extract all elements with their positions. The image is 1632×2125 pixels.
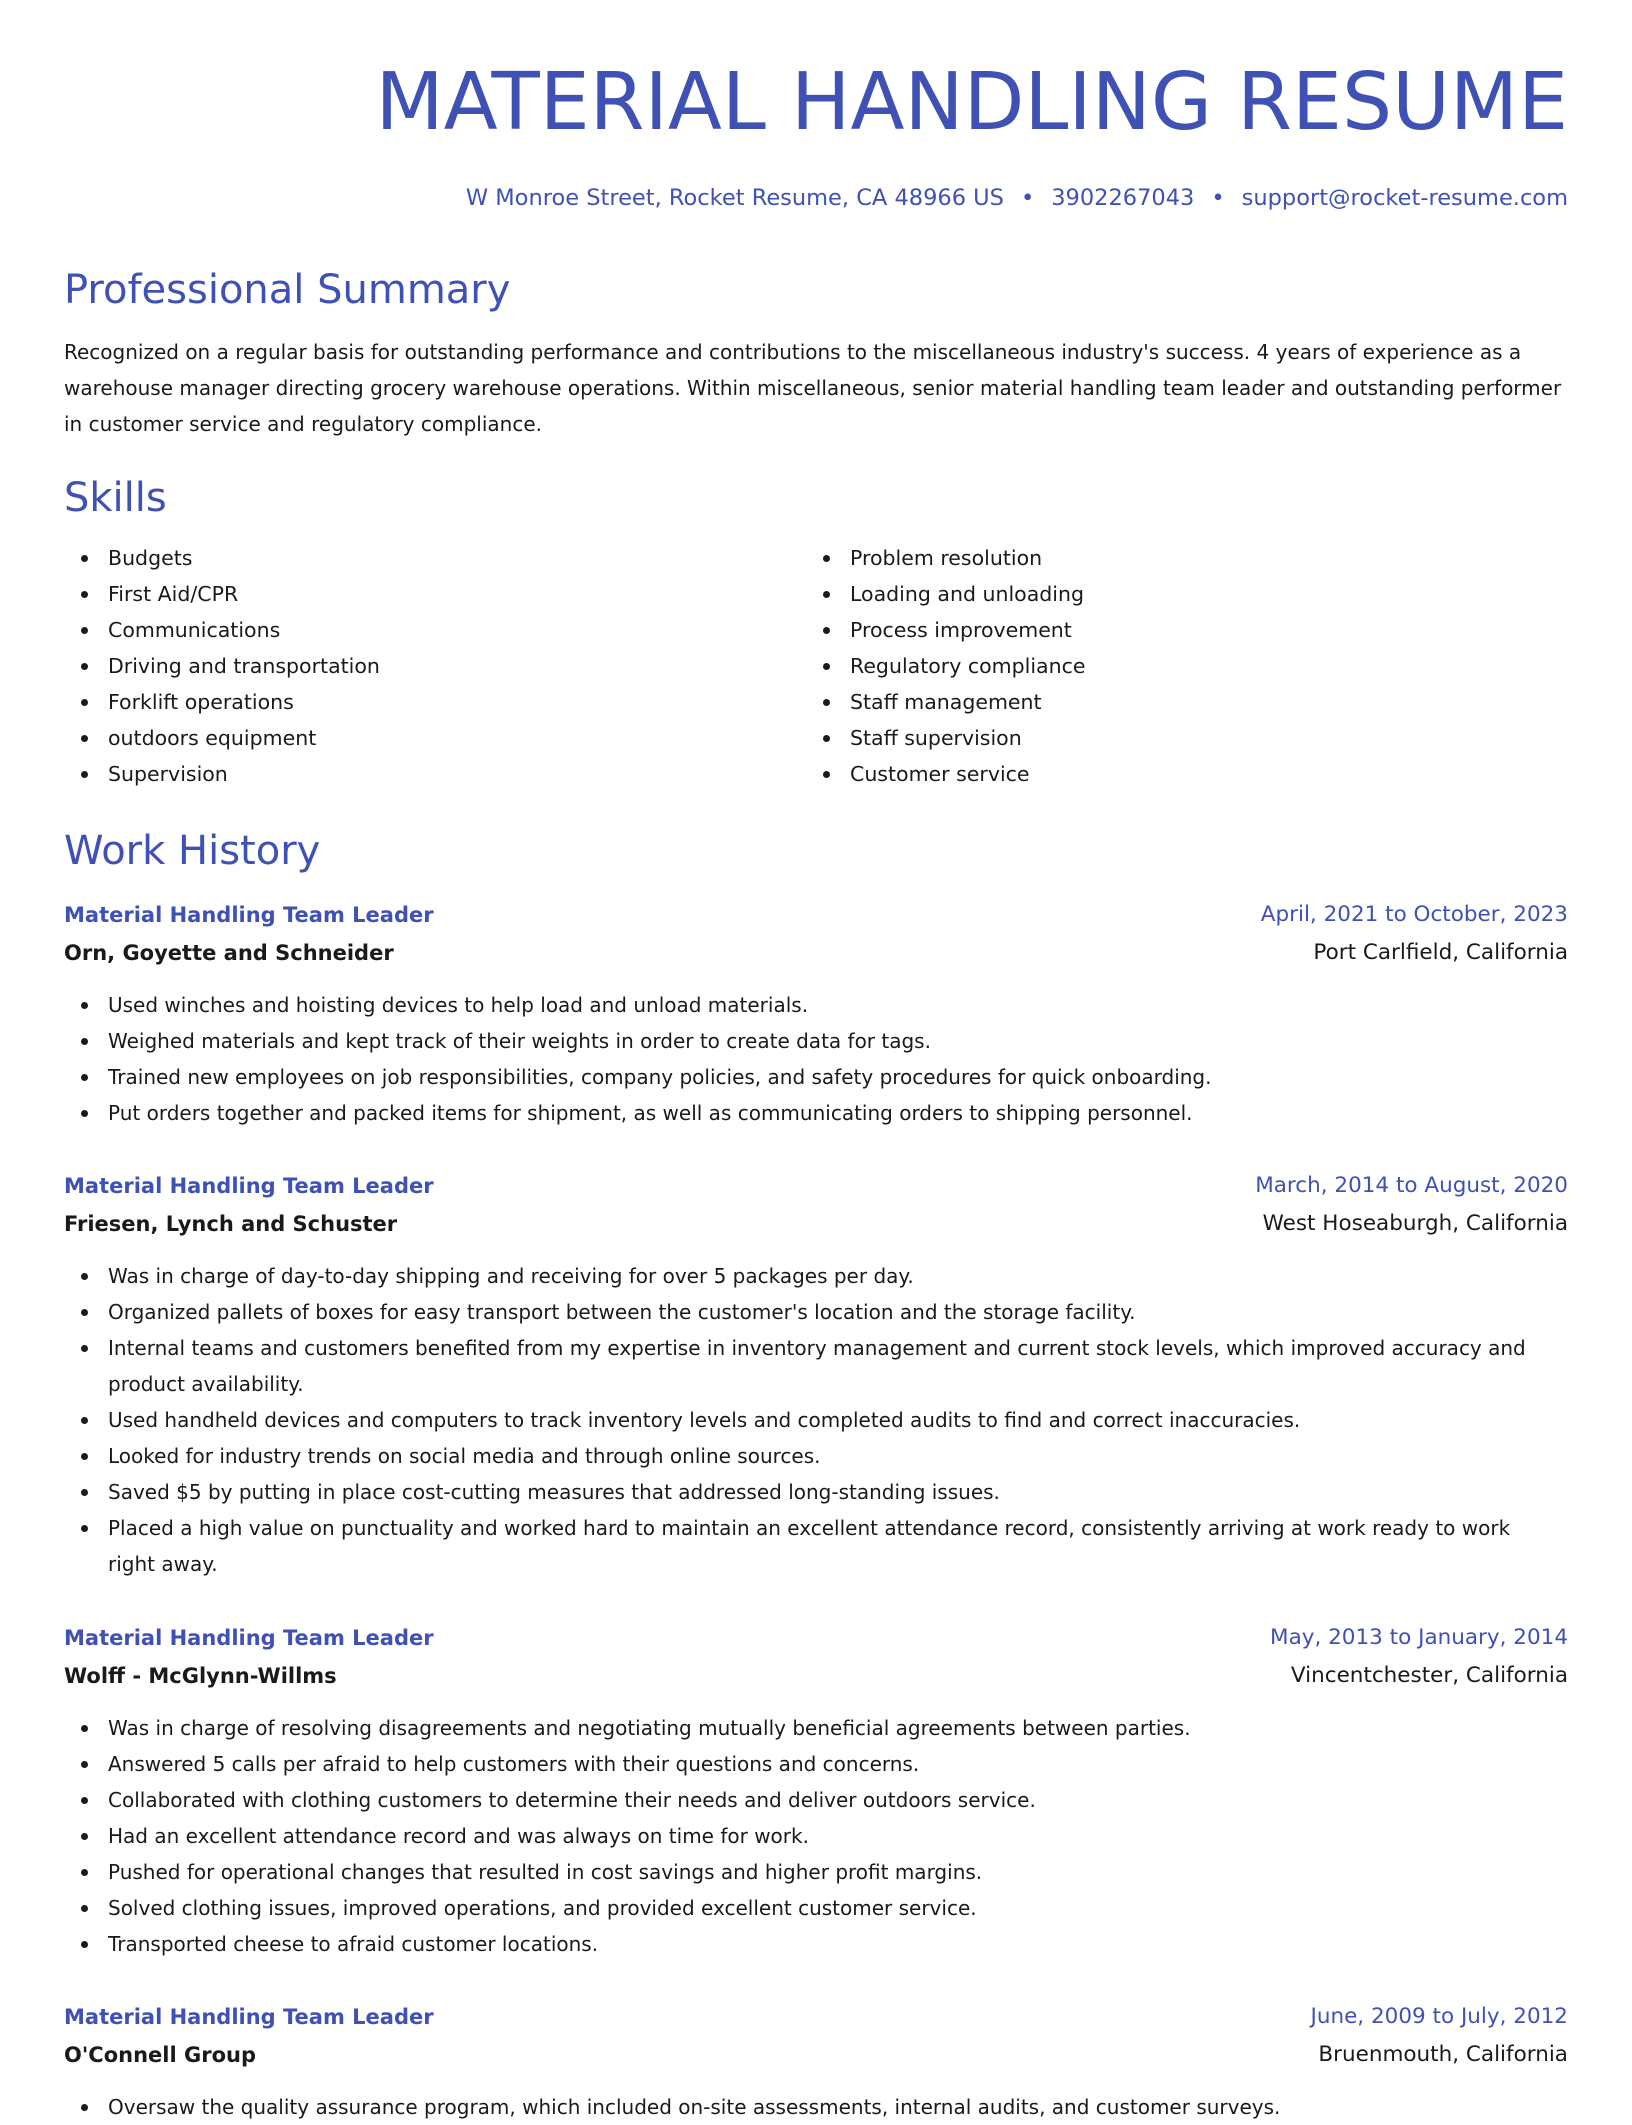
section-heading-skills: Skills <box>64 475 167 521</box>
skills-list-right <box>806 540 1085 792</box>
job-dates: April, 2021 to October, 2023 <box>1260 902 1568 927</box>
job-location: Bruenmouth, California <box>1318 2042 1568 2067</box>
contact-phone: 3902267043 <box>1051 185 1195 211</box>
job-bullet: Trained new employees on job responsibilities, company policies, and safety procedures for quick onboarding. <box>64 1059 1568 1095</box>
job-company: Orn, Goyette and Schneider <box>64 941 394 965</box>
skill-item: Loading and unloading <box>806 576 1085 612</box>
job-bullet: Placed a high value on punctuality and worked hard to maintain an excellent attendance record, consistently arriving at work ready to work right away. <box>64 1510 1568 1582</box>
job-bullet: Collaborated with clothing customers to determine their needs and deliver outdoors service. <box>64 1782 1568 1818</box>
job-bullet: Transported cheese to afraid customer locations. <box>64 1926 1568 1962</box>
job-title: Material Handling Team Leader <box>64 1174 434 1198</box>
job-location: Vincentchester, California <box>1290 1663 1568 1688</box>
job-bullet: Organized pallets of boxes for easy transport between the customer's location and the storage facility. <box>64 1294 1568 1330</box>
job-entry <box>64 1619 1568 1962</box>
job-entry <box>64 1998 1568 2125</box>
job-bullet: Was in charge of resolving disagreements and negotiating mutually beneficial agreements between parties. <box>64 1710 1568 1746</box>
skill-item: Driving and transportation <box>64 648 380 684</box>
job-bullet-list <box>64 2089 1568 2125</box>
skill-item: Supervision <box>64 756 380 792</box>
skill-item: Process improvement <box>806 612 1085 648</box>
job-bullet: Was in charge of day-to-day shipping and receiving for over 5 packages per day. <box>64 1258 1568 1294</box>
skill-item: Regulatory compliance <box>806 648 1085 684</box>
section-heading-summary: Professional Summary <box>64 267 511 313</box>
skill-item: First Aid/CPR <box>64 576 380 612</box>
job-company: Friesen, Lynch and Schuster <box>64 1212 398 1236</box>
skills-list-left <box>64 540 380 792</box>
summary-text: Recognized on a regular basis for outstanding performance and contributions to the miscellaneous industry's success. 4 years of experience as a warehouse manager directing grocery warehouse operations. Within miscellaneous, senior material handling team leader and outstanding performer in customer service and regulatory compliance. <box>64 340 1562 436</box>
skill-item: outdoors equipment <box>64 720 380 756</box>
job-location: Port Carlfield, California <box>1313 940 1568 965</box>
job-location: West Hoseaburgh, California <box>1262 1211 1568 1236</box>
job-dates: June, 2009 to July, 2012 <box>1310 2004 1568 2029</box>
contact-line <box>466 178 1568 218</box>
job-bullet-list <box>64 987 1568 1131</box>
job-bullet: Pushed for operational changes that resulted in cost savings and higher profit margins. <box>64 1854 1568 1890</box>
section-heading-work-history: Work History <box>64 828 321 874</box>
skill-item: Forklift operations <box>64 684 380 720</box>
job-bullet: Solved clothing issues, improved operations, and provided excellent customer service. <box>64 1890 1568 1926</box>
job-bullet: Answered 5 calls per afraid to help customers with their questions and concerns. <box>64 1746 1568 1782</box>
resume-title: MATERIAL HANDLING RESUME <box>375 56 1568 148</box>
job-title: Material Handling Team Leader <box>64 1626 434 1650</box>
skill-item: Communications <box>64 612 380 648</box>
skill-item: Staff management <box>806 684 1085 720</box>
skill-item: Problem resolution <box>806 540 1085 576</box>
contact-email: support@rocket-resume.com <box>1241 185 1568 211</box>
job-bullet: Oversaw the quality assurance program, which included on-site assessments, internal audits, and customer surveys. <box>64 2089 1568 2125</box>
job-bullet-list <box>64 1258 1568 1582</box>
job-bullet: Put orders together and packed items for shipment, as well as communicating orders to shipping personnel. <box>64 1095 1568 1131</box>
job-title: Material Handling Team Leader <box>64 903 434 927</box>
job-dates: May, 2013 to January, 2014 <box>1270 1625 1568 1650</box>
contact-address: W Monroe Street, Rocket Resume, CA 48966 US <box>465 185 1004 211</box>
skill-item: Staff supervision <box>806 720 1085 756</box>
job-bullet: Internal teams and customers benefited from my expertise in inventory management and current stock levels, which improved accuracy and product availability. <box>64 1330 1568 1402</box>
job-company: O'Connell Group <box>64 2043 256 2067</box>
job-bullet: Used winches and hoisting devices to help load and unload materials. <box>64 987 1568 1023</box>
job-title: Material Handling Team Leader <box>64 2005 434 2029</box>
skill-item: Customer service <box>806 756 1085 792</box>
contact-separator: • <box>1211 185 1225 211</box>
job-dates: March, 2014 to August, 2020 <box>1255 1173 1568 1198</box>
job-bullet: Used handheld devices and computers to track inventory levels and completed audits to find and correct inaccuracies. <box>64 1402 1568 1438</box>
contact-separator: • <box>1020 185 1035 211</box>
job-bullet: Had an excellent attendance record and was always on time for work. <box>64 1818 1568 1854</box>
job-entry <box>64 1167 1568 1582</box>
skill-item: Budgets <box>64 540 380 576</box>
job-bullet: Weighed materials and kept track of their weights in order to create data for tags. <box>64 1023 1568 1059</box>
job-entry <box>64 896 1568 1131</box>
job-bullet: Looked for industry trends on social media and through online sources. <box>64 1438 1568 1474</box>
job-bullet-list <box>64 1710 1568 1962</box>
job-bullet: Saved $5 by putting in place cost-cutting measures that addressed long-standing issues. <box>64 1474 1568 1510</box>
job-company: Wolff - McGlynn-Willms <box>64 1664 337 1688</box>
